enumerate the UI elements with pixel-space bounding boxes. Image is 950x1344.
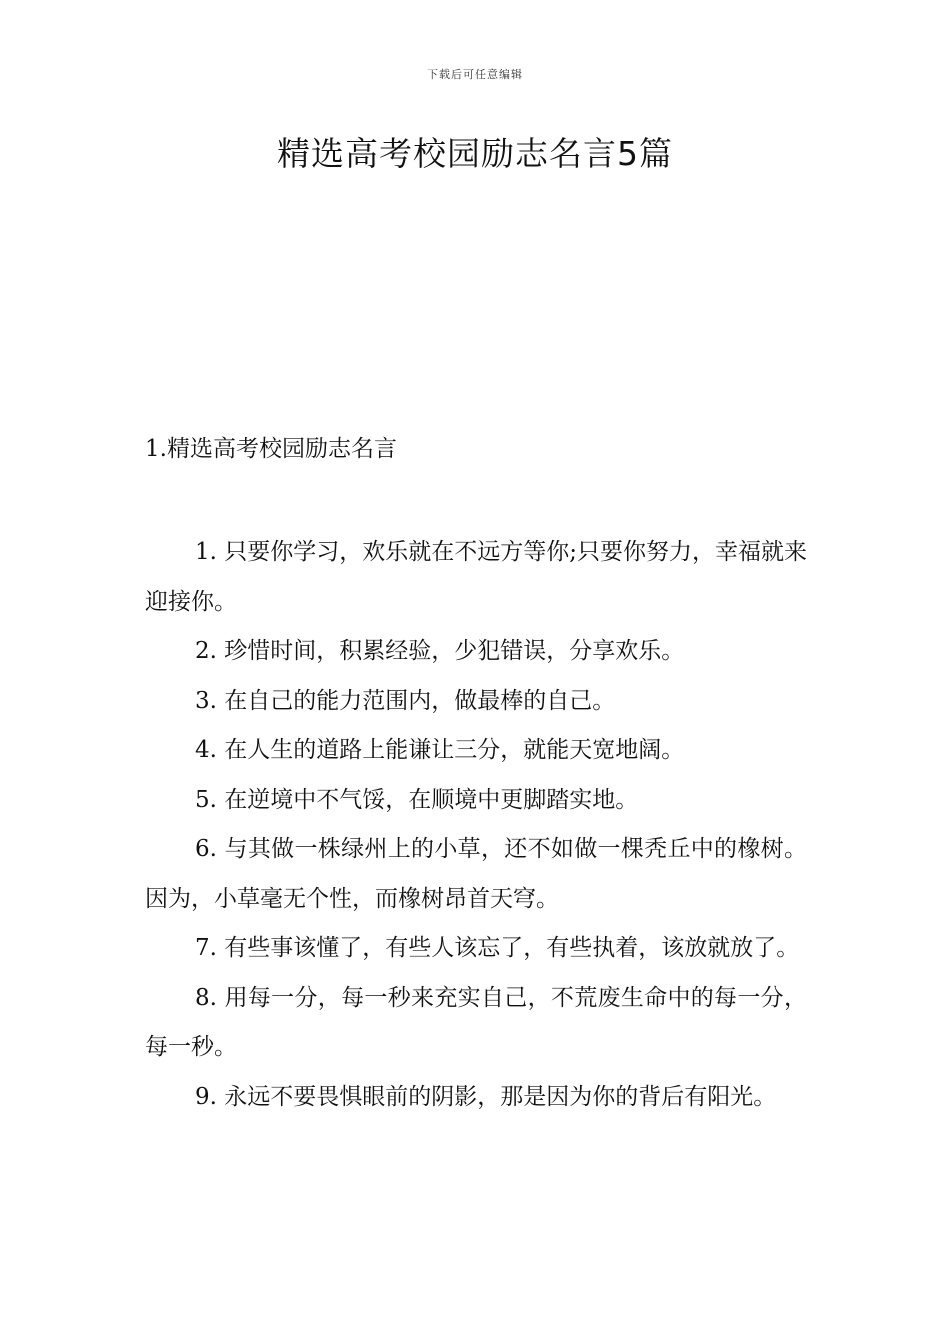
quote-item-1: 1. 只要你学习，欢乐就在不远方等你;只要你努力，幸福就来迎接你。 (145, 539, 808, 615)
quote-item-2: 2. 珍惜时间，积累经验，少犯错误，分享欢乐。 (195, 638, 685, 664)
quote-item-7: 7. 有些事该懂了，有些人该忘了，有些执着，该放就放了。 (195, 935, 800, 961)
quote-item-9: 9. 永远不要畏惧眼前的阴影，那是因为你的背后有阳光。 (195, 1083, 777, 1110)
quote-item-5: 5. 在逆境中不气馁，在顺境中更脚踏实地。 (195, 786, 639, 813)
section-heading: 1.精选高考校园励志名言 (145, 436, 397, 462)
quote-item-3: 3. 在自己的能力范围内，做最棒的自己。 (195, 687, 616, 714)
quote-item-4: 4. 在人生的道路上能谦让三分，就能天宽地阔。 (195, 737, 685, 763)
header-note: 下载后可任意编辑 (427, 68, 523, 81)
quote-item-6: 6. 与其做一株绿州上的小草，还不如做一棵秃丘中的橡树。因为，小草毫无个性，而橡树昂首天穹。 (145, 836, 807, 912)
quote-item-8: 8. 用每一分，每一秒来充实自己，不荒废生命中的每一分，每一秒。 (145, 984, 807, 1060)
quote-list (145, 528, 807, 1122)
page-title: 精选高考校园励志名言5篇 (277, 134, 673, 173)
